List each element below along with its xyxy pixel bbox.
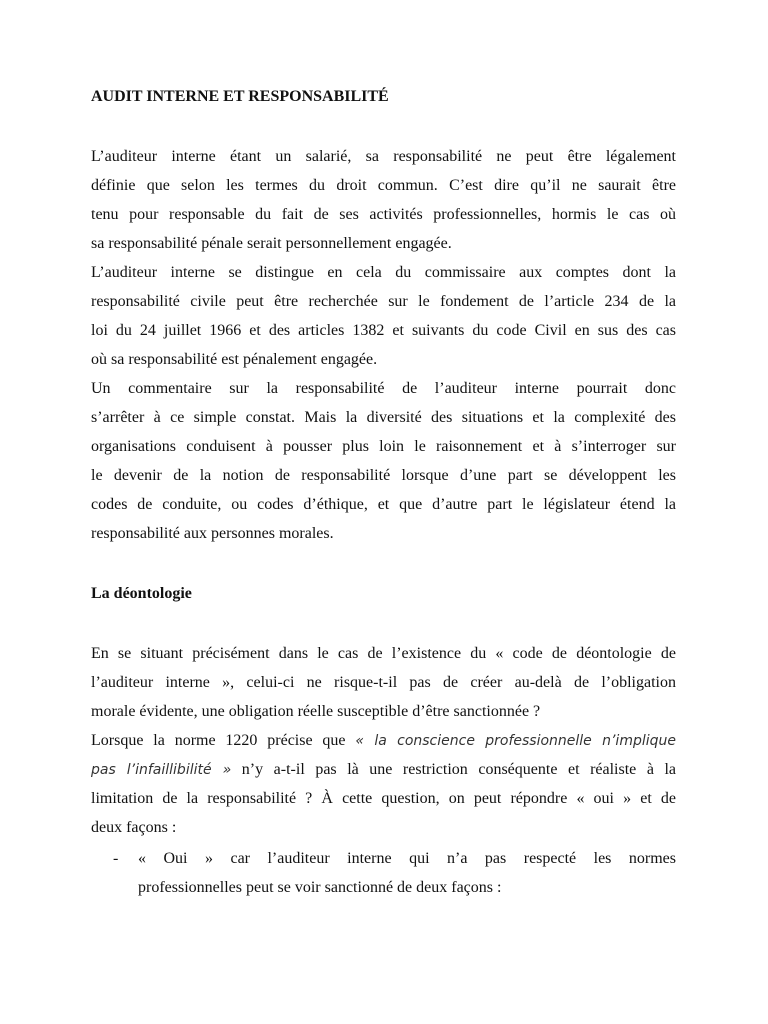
paragraph-line: l’auditeur interne », celui-ci ne risque-t-il pas de créer au-delà de l’obligation <box>91 674 676 691</box>
paragraph-line: s’arrêter à ce simple constat. Mais la diversité des situations et la complexité des <box>91 409 676 426</box>
paragraph-line: En se situant précisément dans le cas de l’existence du « code de déontologie de <box>91 645 676 662</box>
paragraph-line <box>91 760 676 780</box>
paragraph-line: responsabilité aux personnes morales. <box>91 525 334 542</box>
paragraph-line <box>91 731 676 751</box>
quoted-norm: « la conscience professionnelle n’implique <box>355 733 676 749</box>
paragraph-line: L’auditeur interne étant un salarié, sa responsabilité ne peut être légalement <box>91 148 676 165</box>
text-span: Lorsque la norme 1220 précise que <box>91 732 346 749</box>
paragraph-line: codes de conduite, ou codes d’éthique, et que d’autre part le législateur étend la <box>91 496 676 513</box>
paragraph-line: morale évidente, une obligation réelle susceptible d’être sanctionnée ? <box>91 703 541 720</box>
paragraph-line: le devenir de la notion de responsabilité lorsque d’une part se développent les <box>91 467 676 484</box>
paragraph-line: deux façons : <box>91 819 177 836</box>
bullet-marker: - <box>113 850 119 867</box>
document-title: AUDIT INTERNE ET RESPONSABILITÉ <box>91 88 389 105</box>
paragraph-line: où sa responsabilité est pénalement engagée. <box>91 351 378 368</box>
paragraph-line: sa responsabilité pénale serait personnellement engagée. <box>91 235 452 252</box>
paragraph-line: L’auditeur interne se distingue en cela du commissaire aux comptes dont la <box>91 264 676 281</box>
paragraph-line: définie que selon les termes du droit commun. C’est dire qu’il ne saurait être <box>91 177 676 194</box>
bullet-line: « Oui » car l’auditeur interne qui n’a pas respecté les normes <box>138 850 676 867</box>
paragraph-line: loi du 24 juillet 1966 et des articles 1382 et suivants du code Civil en sus des cas <box>91 322 676 339</box>
paragraph-line: Un commentaire sur la responsabilité de l’auditeur interne pourrait donc <box>91 380 676 397</box>
section-heading: La déontologie <box>91 585 192 602</box>
paragraph-line: limitation de la responsabilité ? À cette question, on peut répondre « oui » et de <box>91 790 676 807</box>
paragraph-line: organisations conduisent à pousser plus loin le raisonnement et à s’interroger sur <box>91 438 676 455</box>
quoted-norm: pas l’infaillibilité » <box>91 762 232 778</box>
paragraph-line: tenu pour responsable du fait de ses activités professionnelles, hormis le cas où <box>91 206 676 223</box>
text-span: n’y a-t-il pas là une restriction conséquente et réaliste à la <box>241 761 676 778</box>
paragraph-line: responsabilité civile peut être recherchée sur le fondement de l’article 234 de la <box>91 293 676 310</box>
bullet-line: professionnelles peut se voir sanctionné de deux façons : <box>138 879 502 896</box>
